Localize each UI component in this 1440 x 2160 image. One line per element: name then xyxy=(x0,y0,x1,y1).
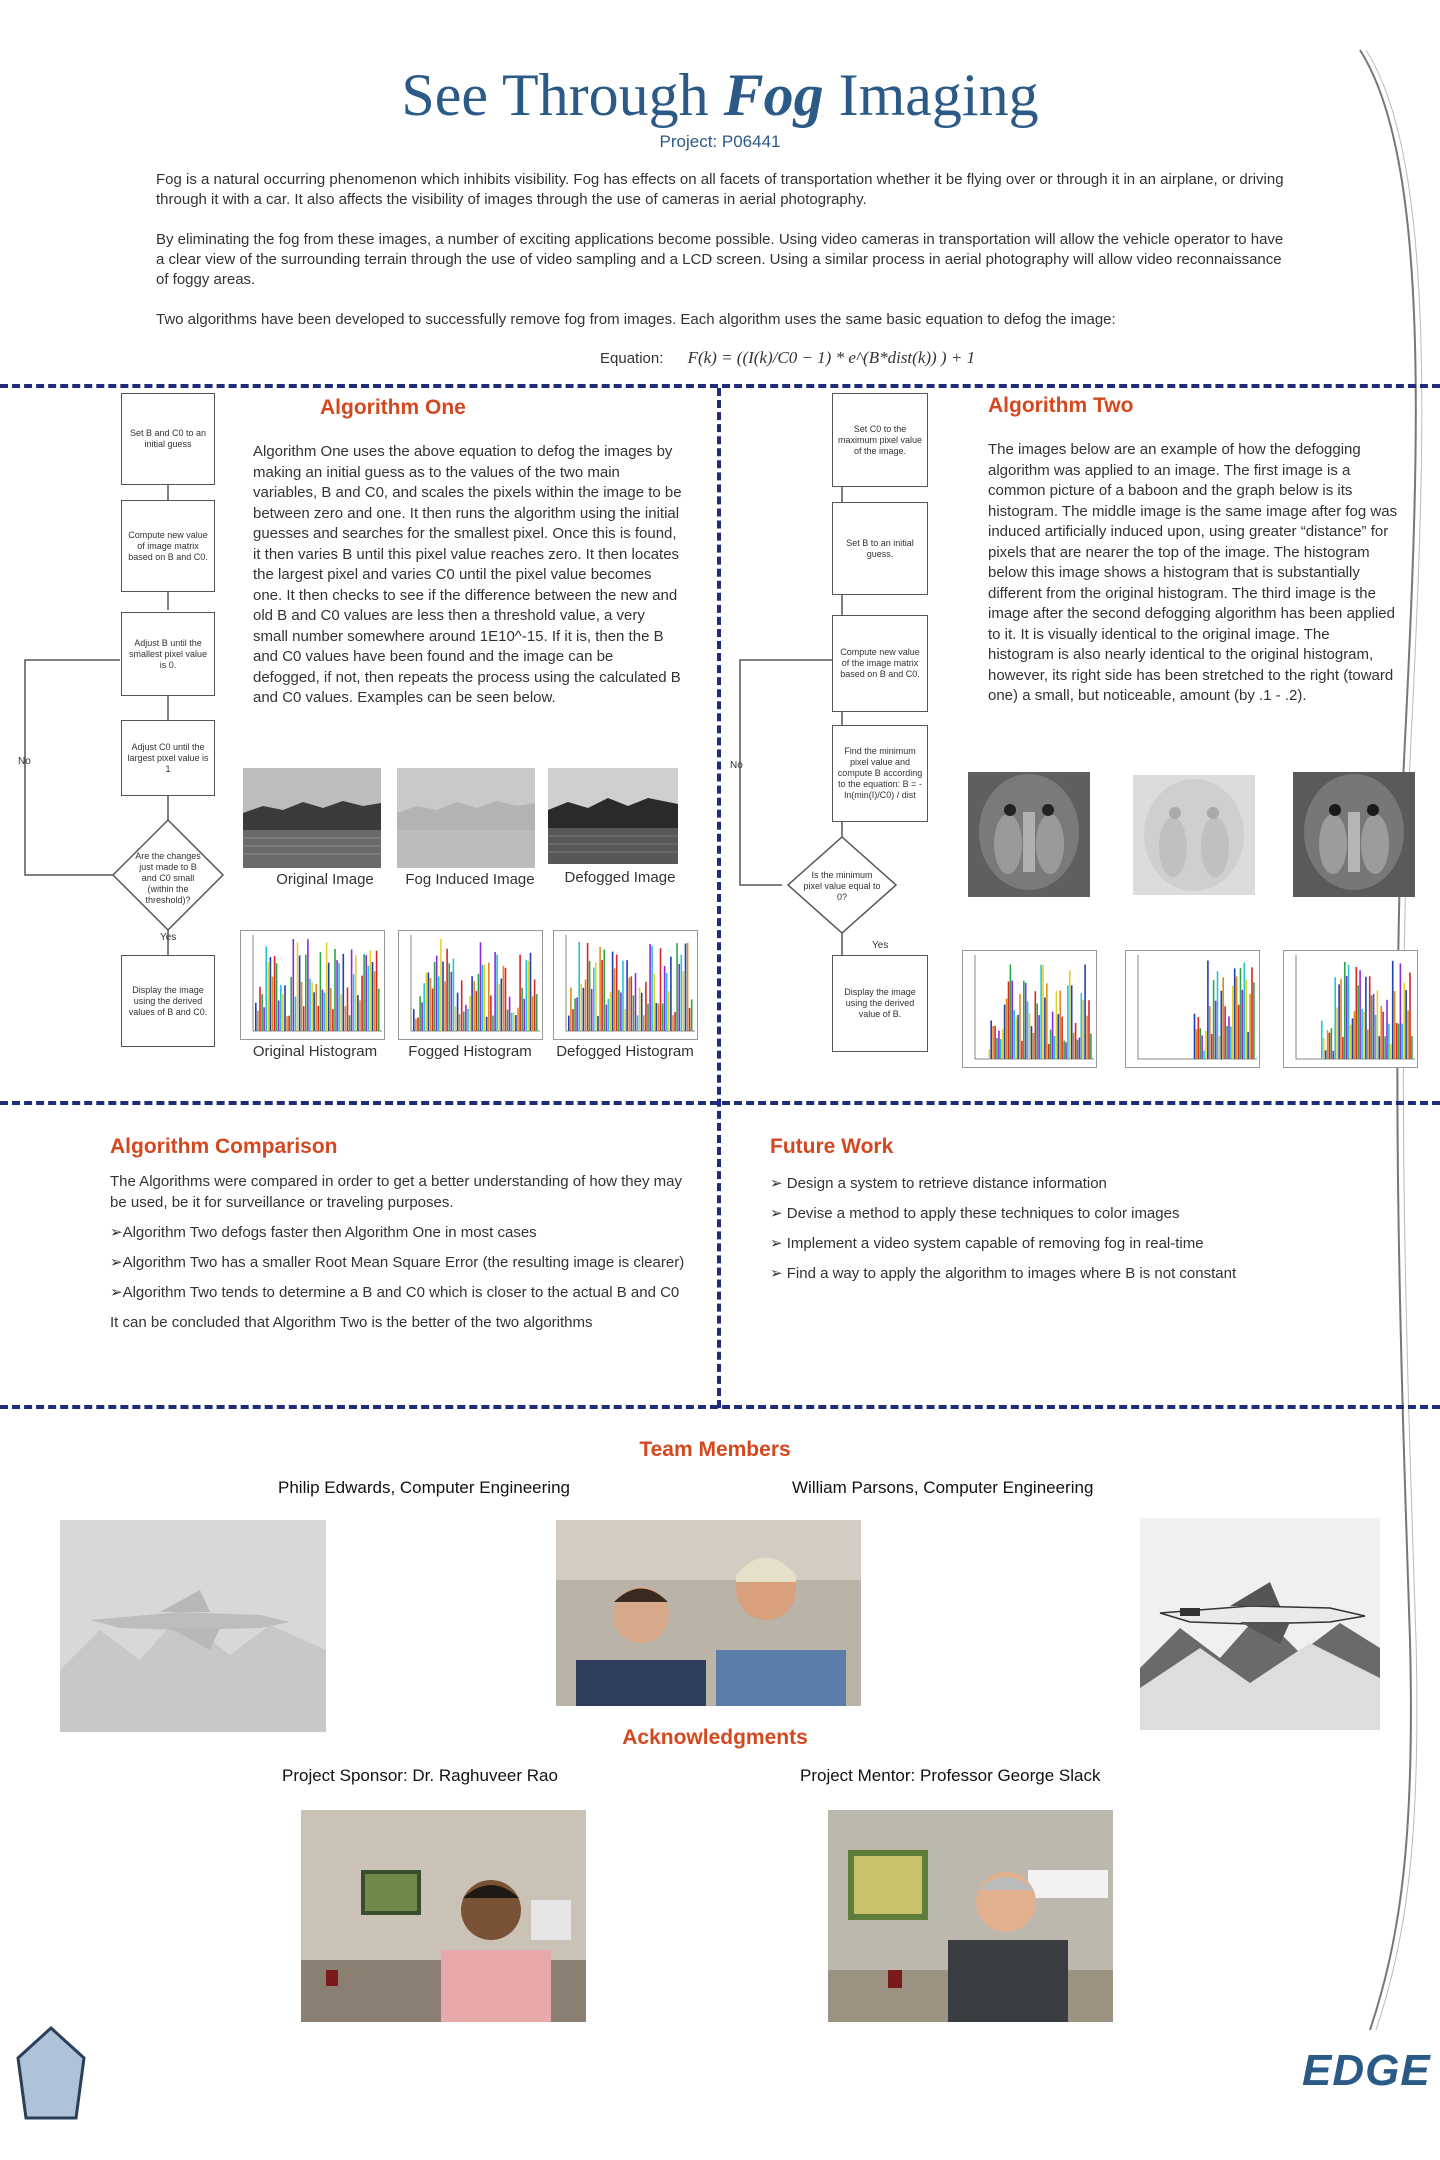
future-item-1: ➢ Design a system to retrieve distance information xyxy=(770,1175,1107,1192)
algo-two-title: Algorithm Two xyxy=(988,394,1134,417)
defogged-lake-image xyxy=(548,768,678,864)
algo-one-title: Algorithm One xyxy=(320,396,466,419)
comparison-intro: The Algorithms were compared in order to get a better understanding of how they may be used, be it for surveillance or traveling purposes. xyxy=(110,1173,682,1211)
algo-one-step-6: Display the image using the derived values of B and C0. xyxy=(121,955,215,1047)
mentor-photo xyxy=(828,1810,1113,2022)
baboon-fogged-histogram xyxy=(1125,950,1260,1068)
pentagon-logo xyxy=(14,2024,88,2124)
original-lake-image xyxy=(243,768,381,868)
algo-two-no-label: No xyxy=(730,760,743,771)
defogged-histogram xyxy=(553,930,698,1040)
poster-title: See Through Fog Imaging xyxy=(401,62,1039,128)
team-photo xyxy=(556,1520,861,1706)
future-work-list xyxy=(770,1174,1370,1294)
algo-one-yes-label: Yes xyxy=(160,932,177,943)
fogged-jet-image xyxy=(60,1520,326,1732)
project-number: Project: P06441 xyxy=(659,132,781,151)
team-member-2: William Parsons, Computer Engineering xyxy=(792,1478,1094,1497)
algo-two-yes-label: Yes xyxy=(872,940,889,951)
comparison-title: Algorithm Comparison xyxy=(110,1135,338,1158)
algo-two-text: The images below are an example of how the defogging algorithm was applied to an image. The first image is a common picture of a baboon and the graph below is its histogram. The middle image is the same image after fog was induced artificially induced upon, using greater “distance” for pixels that are nearer the top of the image. The histogram below this image shows a histogram that is substantially different from the original histogram. The third image is the image after the second defogging algorithm has been applied to it. It is visually identical to the original image. The histogram is also nearly identical to the original histogram, however, its right side has been stretched to the right (toward one) a small, but noticeable, amount (by .1 - .2). xyxy=(988,441,1398,704)
algo-two-step-1: Set C0 to the maximum pixel value of the image. xyxy=(832,393,928,487)
fog-induced-lake-image xyxy=(397,768,535,868)
baboon-fogged-image xyxy=(1133,775,1255,895)
acknowledgments-title: Acknowledgments xyxy=(622,1726,808,1749)
equation-label: Equation: xyxy=(600,350,664,367)
algo-two-step-6: Display the image using the derived value of B. xyxy=(832,955,928,1052)
team-title: Team Members xyxy=(639,1438,791,1461)
comparison-body xyxy=(110,1172,685,1343)
intro-paragraph-2: By eliminating the fog from these images, a number of exciting applications become possible. Using video cameras in transportation will allow the vehicle operator to have a clear view of the surrounding terrain through the use of video sampling and a LCD screen. Using a similar process in aerial photography will allow video reconnaissance of foggy areas. xyxy=(156,231,1284,288)
future-item-4: ➢ Find a way to apply the algorithm to images where B is not constant xyxy=(770,1265,1237,1282)
caption-fogged-histogram: Fogged Histogram xyxy=(408,1043,532,1060)
algo-one-step-2: Compute new value of image matrix based on B and C0. xyxy=(121,500,215,592)
intro-paragraph-1: Fog is a natural occurring phenomenon which inhibits visibility. Fog has effects on all facets of transportation whether it be flying over or through it in an airplane, or driving through it with a car. It also affects the visibility of images through the use of cameras in aerial photography. xyxy=(156,171,1284,208)
project-sponsor: Project Sponsor: Dr. Raghuveer Rao xyxy=(282,1766,558,1785)
algo-one-step-3: Adjust B until the smallest pixel value is 0. xyxy=(121,612,215,696)
baboon-original-histogram xyxy=(962,950,1097,1068)
sponsor-photo xyxy=(301,1810,586,2022)
edge-logo: EDGE xyxy=(1302,2046,1431,2095)
project-mentor: Project Mentor: Professor George Slack xyxy=(800,1766,1101,1785)
baboon-defogged-histogram xyxy=(1283,950,1418,1068)
equation xyxy=(600,348,975,368)
baboon-original-image xyxy=(968,772,1090,897)
original-histogram xyxy=(240,930,385,1040)
future-work-title: Future Work xyxy=(770,1135,894,1158)
algo-one-no-label: No xyxy=(18,756,31,767)
fogged-histogram xyxy=(398,930,543,1040)
algo-two-decision: Is the minimum pixel value equal to 0? xyxy=(803,869,881,902)
baboon-defogged-image xyxy=(1293,772,1415,897)
comparison-item-1: ➢Algorithm Two defogs faster then Algorithm One in most cases xyxy=(110,1224,537,1241)
algo-one-text: Algorithm One uses the above equation to defog the images by making an initial guess as to the values of the two main variables, B and C0, and scales the pixels within the image to be between zero and one. It then runs the algorithm using the initial guesses and searches for the smallest pixel. Once this is found, it then varies B until this pixel value reaches zero. It then locates the largest pixel and varies C0 until the pixel value becomes one. It then checks to see if the difference between the new and old B and C0 values are less then a threshold value, a very small number somewhere around 1E10^-15. If it is, then the B and C0 values have been found and the image can be defogged, if not, then repeats the process using the calculated B and C0 values. Examples can be seen below. xyxy=(253,443,682,706)
caption-defogged-image: Defogged Image xyxy=(564,869,676,886)
equation-formula: F(k) = ((I(k)/C0 − 1) * e^(B*dist(k)) ) + 1 xyxy=(687,348,976,367)
caption-fog-induced-image: Fog Induced Image xyxy=(405,871,535,888)
algo-one-decision: Are the changes just made to B and C0 small (within the threshold)? xyxy=(135,850,201,905)
intro-paragraph-3: Two algorithms have been developed to successfully remove fog from images. Each algorithm uses the same basic equation to defog the image: xyxy=(156,311,1116,328)
algo-one-step-4: Adjust C0 until the largest pixel value is 1 xyxy=(121,720,215,796)
defogged-jet-image xyxy=(1140,1518,1380,1730)
comparison-conclusion: It can be concluded that Algorithm Two is the better of the two algorithms xyxy=(110,1314,593,1331)
algo-two-step-2: Set B to an initial guess. xyxy=(832,502,928,595)
algo-two-step-4: Find the minimum pixel value and compute B according to the equation: B = -ln(min(I)/C0) / dist xyxy=(832,725,928,822)
algo-one-step-1: Set B and C0 to an initial guess xyxy=(121,393,215,485)
comparison-item-2: ➢Algorithm Two has a smaller Root Mean Square Error (the resulting image is clearer) xyxy=(110,1254,685,1271)
caption-defogged-histogram: Defogged Histogram xyxy=(556,1043,694,1060)
algo-two-step-3: Compute new value of the image matrix based on B and C0. xyxy=(832,615,928,712)
future-item-3: ➢ Implement a video system capable of removing fog in real-time xyxy=(770,1235,1204,1252)
team-member-1: Philip Edwards, Computer Engineering xyxy=(278,1478,570,1497)
future-item-2: ➢ Devise a method to apply these techniques to color images xyxy=(770,1205,1180,1222)
comparison-item-3: ➢Algorithm Two tends to determine a B and C0 which is closer to the actual B and C0 xyxy=(110,1284,680,1301)
caption-original-image: Original Image xyxy=(276,871,374,888)
caption-original-histogram: Original Histogram xyxy=(252,1043,378,1060)
